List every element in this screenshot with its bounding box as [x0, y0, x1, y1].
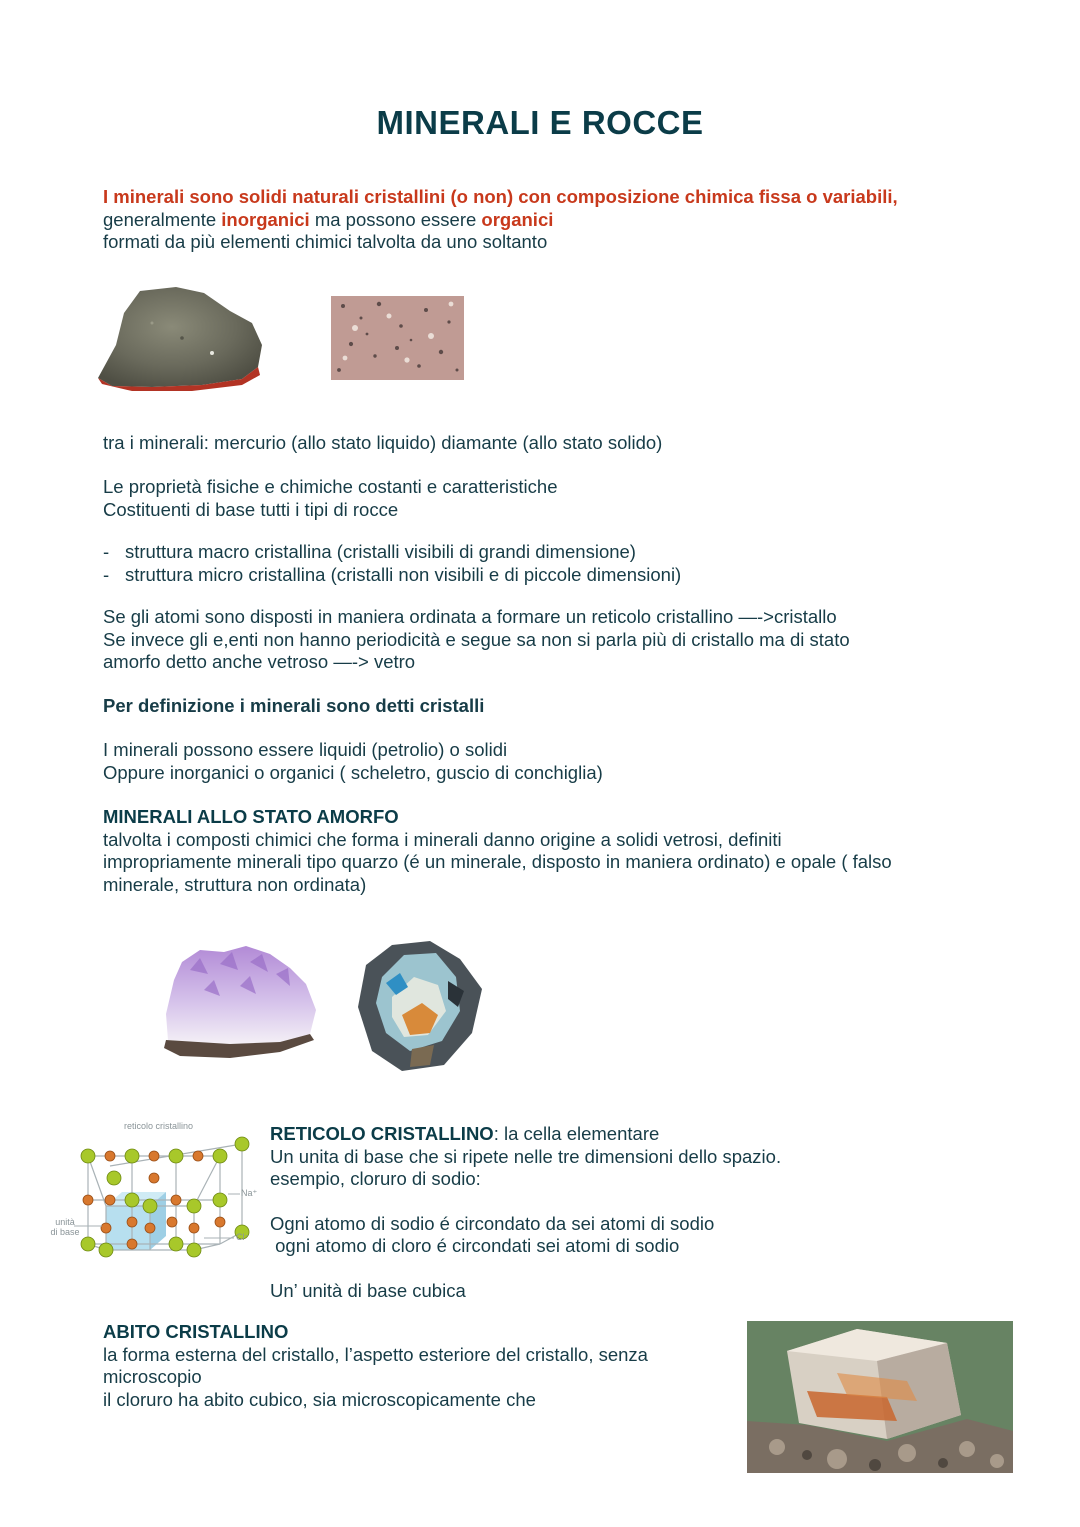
definition-statement: Per definizione i minerali sono detti cristalli — [103, 695, 485, 716]
intro-line-3: formati da più elementi chimici talvolta da uno soltanto — [103, 231, 548, 252]
examples-paragraph: tra i minerali: mercurio (allo stato liquido) diamante (allo stato solido) — [103, 432, 663, 453]
reticolo-heading-line: RETICOLO CRISTALLINO: la cella elementare — [270, 1123, 660, 1144]
list-item: - struttura micro cristallina (cristalli non visibili e di piccole dimensioni) — [103, 563, 682, 585]
opal-image — [352, 937, 486, 1075]
crystal-lattice-diagram — [44, 1118, 259, 1288]
reticolo-heading: RETICOLO CRISTALLINO — [270, 1123, 494, 1144]
amorfo-heading: MINERALI ALLO STATO AMORFO — [103, 806, 399, 827]
granite-image — [331, 296, 464, 380]
intro-line-2: generalmente inorganici ma possono essere organici — [103, 208, 554, 230]
structure-list — [103, 541, 681, 586]
keyword-inorganici: inorganici — [221, 208, 310, 230]
rock-image — [92, 283, 267, 393]
lattice-svg — [44, 1118, 259, 1288]
unit-cell-label: unità di base — [50, 1217, 80, 1237]
keyword-organici: organici — [481, 208, 554, 230]
halite-crystal-image — [747, 1321, 1013, 1473]
diagram-title: reticolo cristallino — [124, 1121, 194, 1131]
sodium-label: Na⁺ — [241, 1188, 258, 1198]
intro-definition: I minerali sono solidi naturali cristallini (o non) con composizione chimica fissa o variabili, — [103, 186, 898, 207]
page-title: MINERALI E ROCCE — [376, 104, 704, 141]
amethyst-image — [160, 940, 320, 1065]
list-item: - struttura macro cristallina (cristalli visibili di grandi dimensione) — [103, 541, 636, 562]
amorfo-section: MINERALI ALLO STATO AMORFO talvolta i composti chimici che forma i minerali danno origine a solidi vetrosi, definiti impropriamente minerali tipo quarzo (é un minerale, disposto in maniera ordinato) e opale ( falso minerale, struttura non ordinata) — [103, 806, 892, 895]
chlorine-label: Cl⁻ — [236, 1232, 250, 1242]
properties-paragraph: Le proprietà fisiche e chimiche costanti e caratteristiche Costituenti di base tutti i tipi di rocce — [103, 476, 558, 520]
liquid-solid-paragraph: I minerali possono essere liquidi (petrolio) o solidi Oppure inorganici o organici ( scheletro, guscio di conchiglia) — [103, 739, 603, 783]
abito-section: ABITO CRISTALLINO la forma esterna del cristallo, l’aspetto esteriore del cristallo, senza microscopio il cloruro ha abito cubico, sia microscopicamente che — [103, 1321, 648, 1410]
intro-paragraph — [103, 186, 898, 254]
abito-heading: ABITO CRISTALLINO — [103, 1321, 289, 1342]
reticolo-section: RETICOLO CRISTALLINO: la cella elementare Un unita di base che si ripete nelle tre dimensioni dello spazio. esempio, cloruro di sodio: Ogni atomo di sodio é circondato da sei atomi di sodio ogni atomo di cloro é circondati sei atomi di sodio Un’ unità di base cubica — [270, 1123, 782, 1301]
atoms-paragraph: Se gli atomi sono disposti in maniera ordinata a formare un reticolo cristallino —->cristallo Se invece gli e,enti non hanno periodicità e segue sa non si parla più di cristallo ma di stato amorfo detto anche vetroso —-> vetro — [103, 606, 850, 672]
